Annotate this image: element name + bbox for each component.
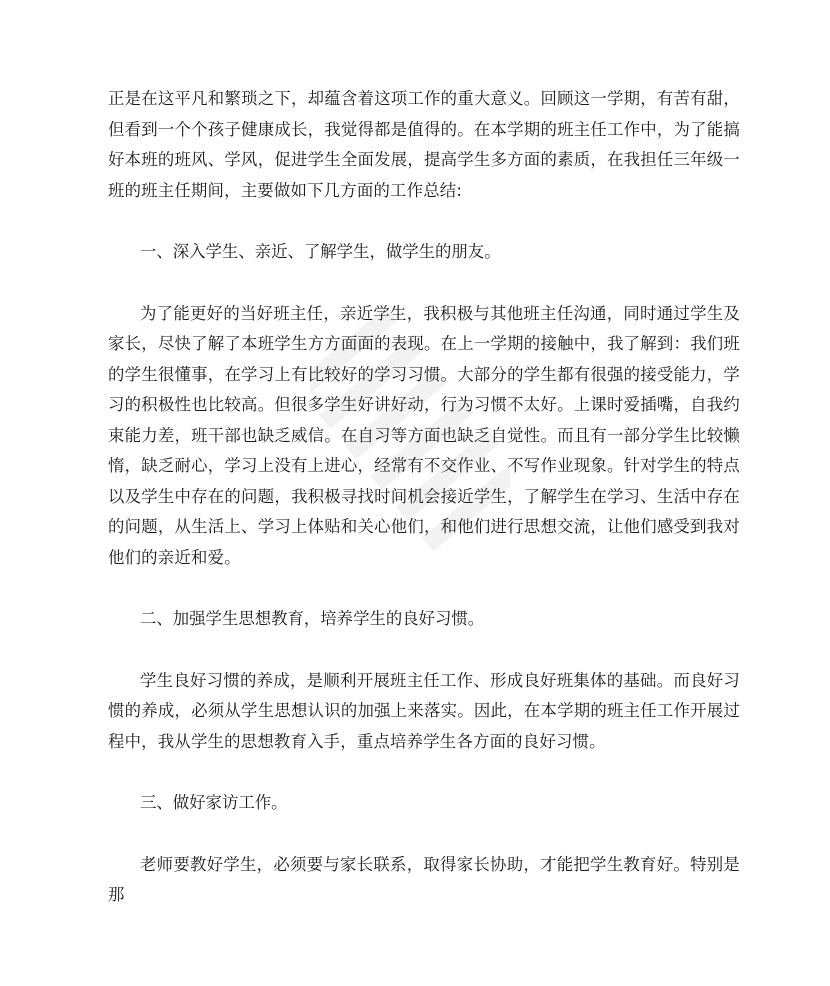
paragraph-intro: 正是在这平凡和繁琐之下，却蕴含着这项工作的重大意义。回顾这一学期，有苦有甜，但看到一个个孩子健康成长，我觉得都是值得的。在本学期的班主任工作中，为了能搞好本班的班风、学风，促进学生全面发展，提高学生多方面的素质，在我担任三年级一班的班主任期间，主要做如下几方面的工作总结: xyxy=(108,89,740,200)
paragraph-gap xyxy=(108,635,740,666)
section-heading-2: 二、加强学生思想教育，培养学生的良好习惯。 xyxy=(140,609,485,628)
paragraph-gap xyxy=(108,268,740,299)
paragraph-section-3: 老师要教好学生，必须要与家长联系，取得家长协助，才能把学生教育好。特别是那 xyxy=(108,854,740,904)
paragraph-gap xyxy=(108,206,740,237)
paragraph-section-2: 学生良好习惯的养成，是顺利开展班主任工作、形成良好班集体的基础。而良好习惯的养成，必须从学生思想认识的加强上来落实。因此，在本学期的班主任工作开展过程中，我从学生的思想教育入手，重点培养学生各方面的良好习惯。 xyxy=(108,670,740,751)
paragraph-gap xyxy=(108,757,740,788)
document-body xyxy=(108,84,740,911)
section-heading-1: 一、深入学生、亲近、了解学生，做学生的朋友。 xyxy=(140,242,501,261)
paragraph-gap xyxy=(108,819,740,850)
section-heading-3: 三、做好家访工作。 xyxy=(140,793,288,812)
paragraph-gap xyxy=(108,573,740,604)
paragraph-section-1: 为了能更好的当好班主任，亲近学生，我积极与其他班主任沟通，同时通过学生及家长，尽快了解了本班学生方方面面的表现。在上一学期的接触中，我了解到：我们班的学生很懂事，在学习上有比较好的学习习惯。大部分的学生都有很强的接受能力，学习的积极性也比较高。但很多学生好讲好动，行为习惯不太好。上课时爱插嘴，自我约束能力差，班干部也缺乏威信。在自习等方面也缺乏自觉性。而且有一部分学生比较懒惰，缺乏耐心，学习上没有上进心，经常有不交作业、不写作业现象。针对学生的特点以及学生中存在的问题，我积极寻找时间机会接近学生，了解学生在学习、生活中存在的问题，从生活上、学习上体贴和关心他们，和他们进行思想交流，让他们感受到我对他们的亲近和爱。 xyxy=(108,303,740,567)
